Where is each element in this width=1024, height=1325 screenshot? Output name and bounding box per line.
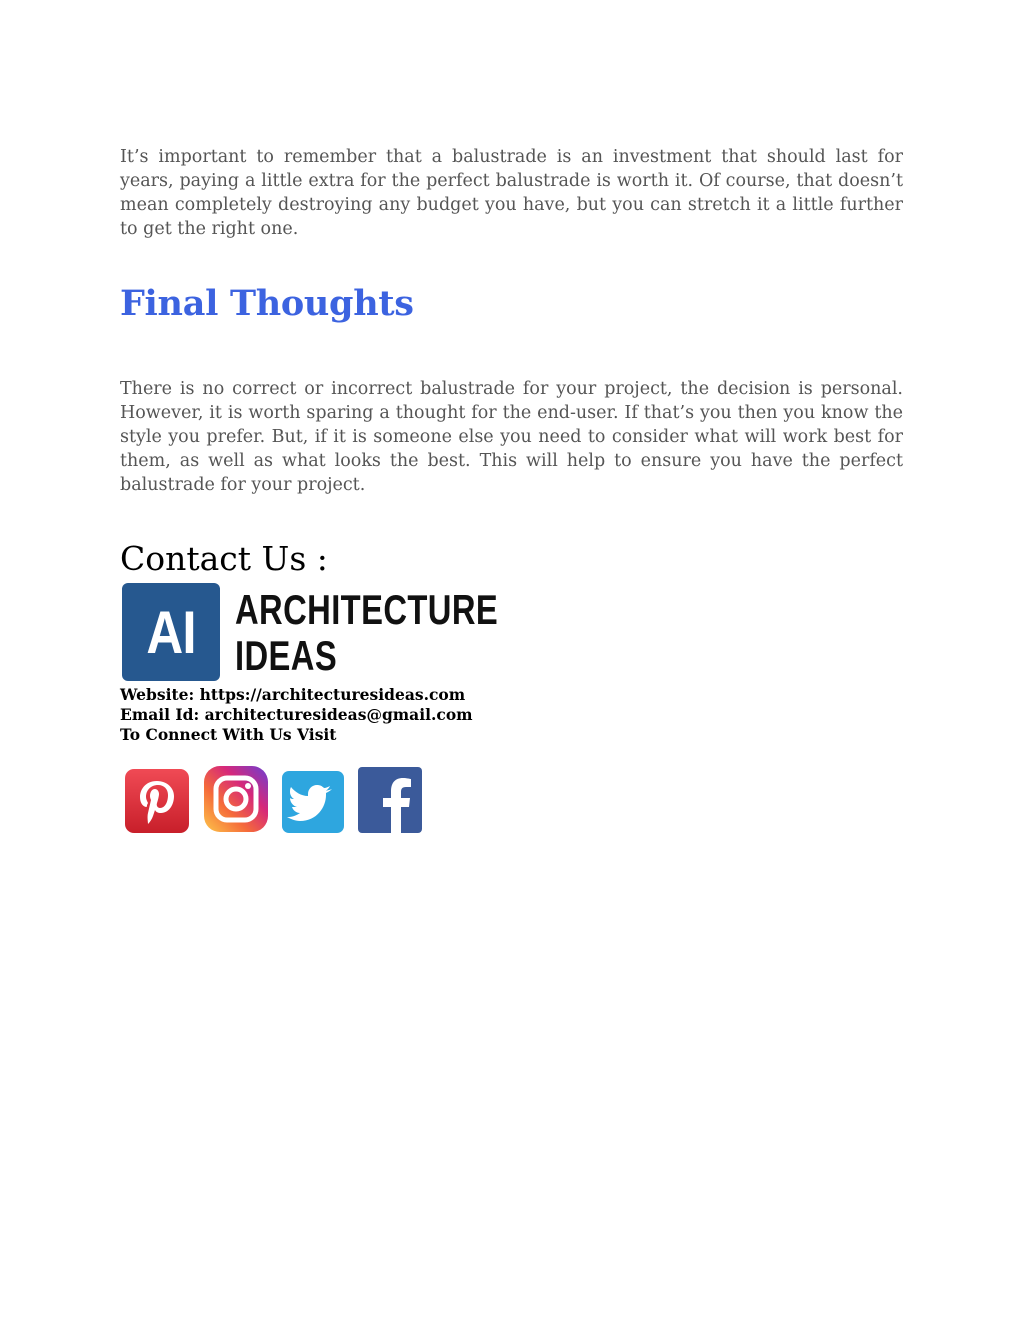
facebook-icon[interactable]	[357, 765, 425, 835]
final-thoughts-heading: Final Thoughts	[120, 283, 414, 324]
intro-paragraph: It’s important to remember that a balustrade is an investment that should last for years, paying a little extra for the perfect balustrade is worth it. Of course, that doesn’t mean completely destroying any budget you have, but you can stretch it a little further to get the right one.	[120, 147, 903, 239]
logo-mark-text: AI	[146, 598, 196, 666]
contact-heading: Contact Us :	[120, 539, 328, 578]
logo-line-1: ARCHITECTURE	[235, 586, 499, 633]
pinterest-icon[interactable]	[123, 765, 191, 835]
email-link[interactable]: Email Id: architecturesideas@gmail.com	[120, 705, 473, 724]
website-link[interactable]: Website: https://architecturesideas.com	[120, 685, 466, 704]
logo-line-2: IDEAS	[235, 632, 338, 679]
twitter-icon[interactable]	[280, 765, 348, 835]
architecture-ideas-logo	[122, 583, 502, 683]
final-thoughts-paragraph: There is no correct or incorrect balustrade for your project, the decision is personal. However, it is worth sparing a thought for the end-user. If that’s you then you know the style you prefer. But, if it is someone else you need to consider what will work best for them, as well as what looks the best. This will help to ensure you have the perfect balustrade for your project.	[120, 379, 903, 495]
connect-text: To Connect With Us Visit	[120, 725, 337, 744]
logo-mark	[122, 583, 220, 681]
instagram-icon[interactable]	[202, 765, 270, 835]
